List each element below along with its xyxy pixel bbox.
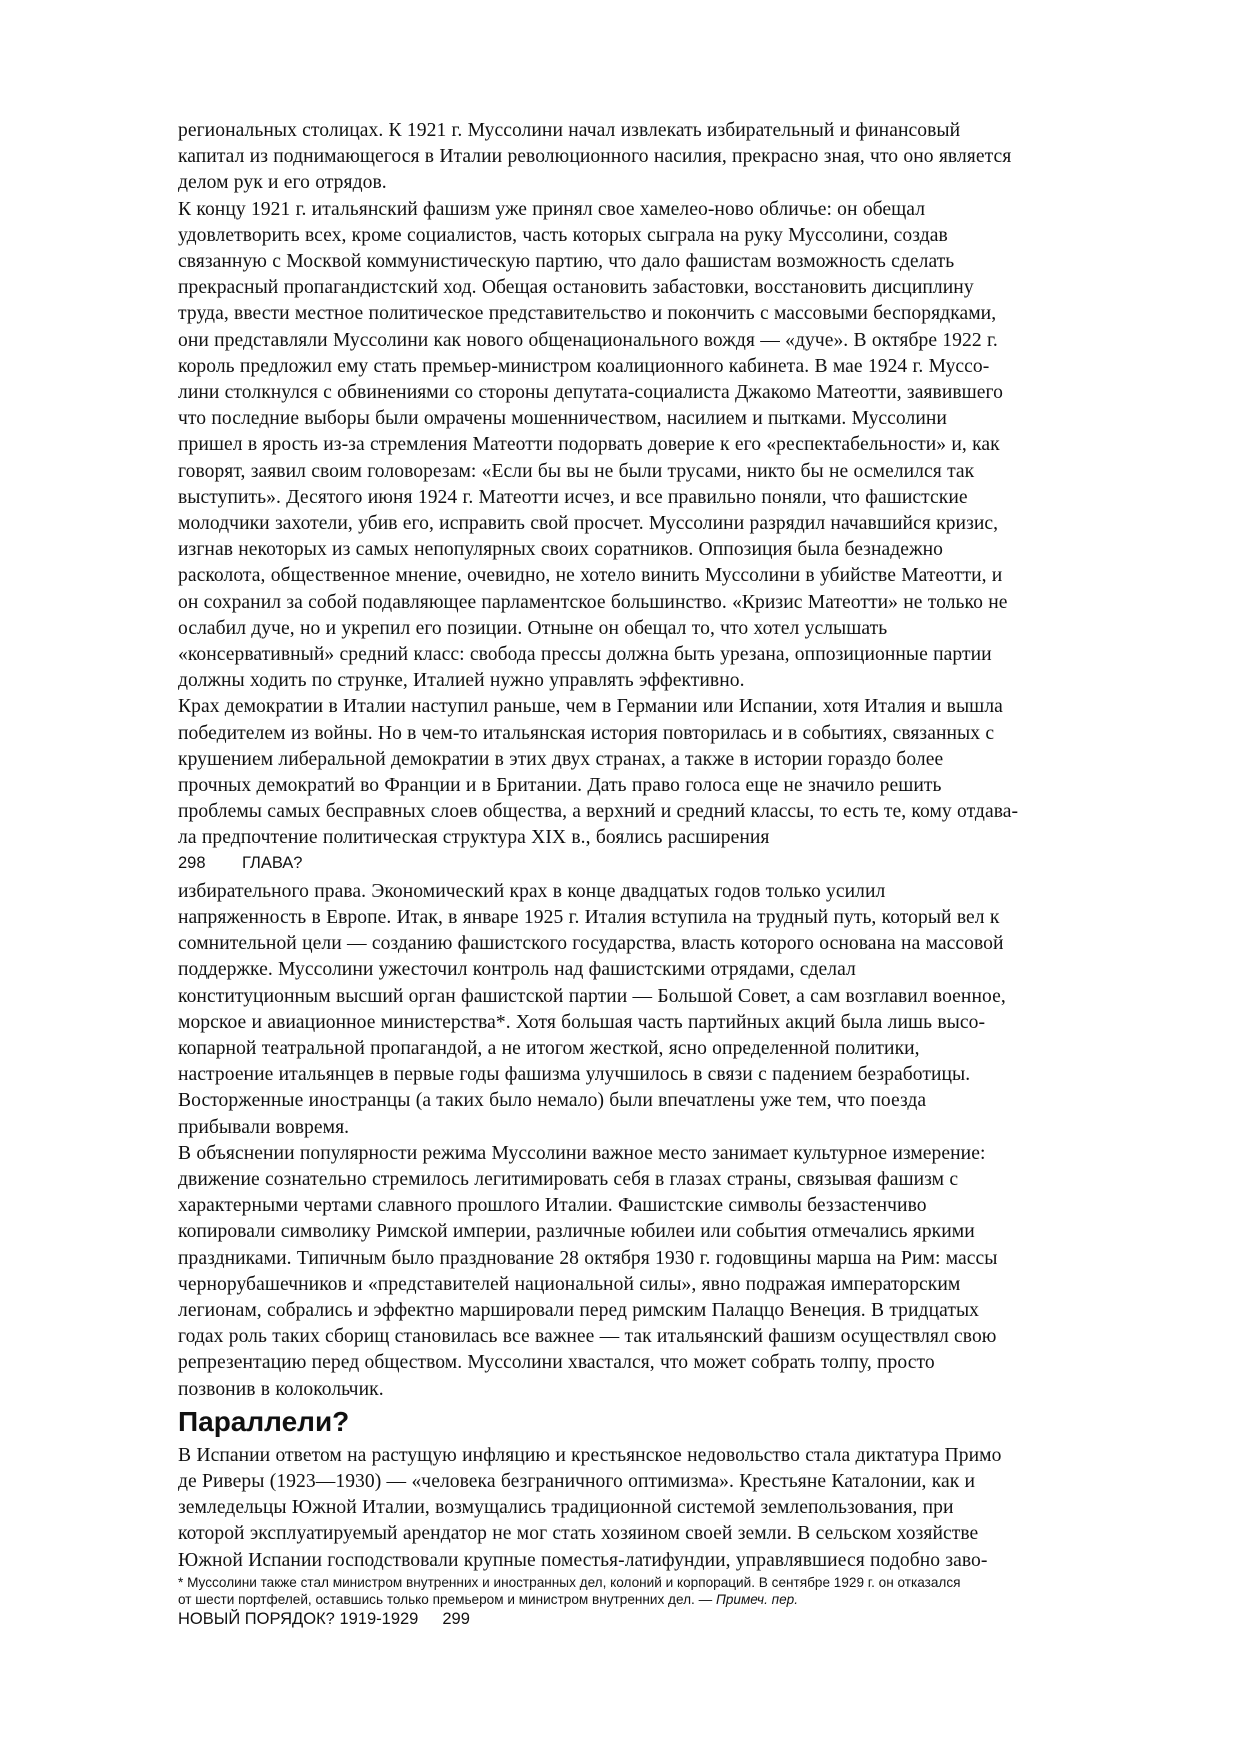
paragraph: В объяснении популярности режима Муссолини важное место занимает культурное измерение: движение сознательно стремилось легитимировать себя в глазах страны, связывая фашизм с характерными чертами славного прошлого Италии. Фашистские символы беззастенчиво копировали символику Римской империи, различные юбилеи или события отмечались яркими праздниками. Типичным было празднование 28 октября 1930 г. годовщины марша на Рим: массы чернорубашечников и «представителей национальной силы», явно подражая императорским легионам, собрались и эффектно маршировали перед римским Палаццо Венеция. В тридцатых годах роль таких сборищ становилась все важнее — так итальянский фашизм осуществлял свою репрезентацию перед обществом. Муссолини хвастался, что может собрать толпу, просто позвонив в колокольчик.	[178, 1142, 998, 1400]
chapter-label: ГЛАВА?	[242, 853, 303, 872]
paragraph: региональных столицах. К 1921 г. Муссолини начал извлекать избирательный и финансовый капитал из поднимающегося в Италии революционного насилия, прекрасно зная, что оно является делом рук и его отрядов.	[178, 120, 1012, 194]
paragraph: Крах демократии в Италии наступил раньше, чем в Германии или Испании, хотя Италия и вышла победителем из войны. Но в чем-то итальянская история повторилась и в событиях, связанных с крушением либеральной демократии в этих двух странах, а также в истории гораздо более прочных демократий во Франции и в Британии. Дать право голоса еще не значило решить проблемы самых бесправных слоев общества, а верхний и средний классы, то есть те, кому отдава- ла предпочтение политическая структура XIX в., боялись расширения	[178, 696, 1019, 849]
page-number: 298	[178, 853, 206, 872]
section-heading: Параллели?	[178, 1405, 350, 1437]
footnote: * Муссолини также стал министром внутренних и иностранных дел, колоний и корпораций. В сентябре 1929 г. он отказался от шести портфелей, оставшись только премьером и министром внутренних дел. — Примеч. пер.	[178, 1574, 961, 1607]
page-content	[178, 118, 1145, 1629]
paragraph: избирательного права. Экономический крах в конце двадцатых годов только усилил напряженность в Европе. Итак, в январе 1925 г. Италия вступила на трудный путь, который вел к сомнительной цели — созданию фашистского государства, власть которого основана на массовой поддержке. Муссолини ужесточил контроль над фашистскими отрядами, сделал конституционным высший орган фашистской партии — Большой Совет, а сам возглавил военное, морское и авиационное министерства*. Хотя большая часть партийных акций была лишь высо- копарной театральной пропагандой, а не итогом жесткой, ясно определенной политики, настроение итальянцев в первые годы фашизма улучшилось в связи с падением безработицы. Восторженные иностранцы (а таких было немало) были впечатлены уже тем, что поезда прибывали вовремя.	[178, 880, 1006, 1138]
paragraph: В Испании ответом на растущую инфляцию и крестьянское недовольство стала диктатура Примо де Риверы (1923—1930) — «человека безграничного оптимизма». Крестьяне Каталонии, как и земледельцы Южной Италии, возмущались традиционной системой землепользования, при которой эксплуатируемый арендатор не мог стать хозяином своей земли. В сельском хозяйстве Южной Испании господствовали крупные поместья-латифундии, управлявшиеся подобно заво-	[178, 1444, 1002, 1571]
running-head	[178, 853, 1145, 873]
page-number: 299	[442, 1609, 470, 1628]
paragraph: К концу 1921 г. итальянский фашизм уже принял свое хамелео-ново обличье: он обещал удовлетворить всех, кроме социалистов, часть которых сыграла на руку Муссолини, создав связанную с Москвой коммунистическую партию, что дало фашистам возможность сделать прекрасный пропагандистский ход. Обещая остановить забастовки, восстановить дисциплину труда, ввести местное политическое представительство и покончить с массовыми беспорядками, они представляли Муссолини как нового общенационального вождя — «дуче». В октябре 1922 г. король предложил ему стать премьер-министром коалиционного кабинета. В мае 1924 г. Муссо- лини столкнулся с обвинениями со стороны депутата-социалиста Джакомо Матеотти, заявившего что последние выборы были омрачены мошенничеством, насилием и пытками. Муссолини пришел в ярость из-за стремления Матеотти подорвать доверие к его «респектабельности» и, как говорят, заявил своим головорезам: «Если бы вы не были трусами, никто бы не осмелился так выступить». Десятого июня 1924 г. Матеотти исчез, и все правильно поняли, что фашистские молодчики захотели, убив его, исправить свой просчет. Муссолини разрядил начавшийся кризис, изгнав некоторых из самых непопулярных своих соратников. Оппозиция была безнадежно расколота, общественное мнение, очевидно, не хотело винить Муссолини в убийстве Матеотти, и он сохранил за собой подавляющее парламентское большинство. «Кризис Матеотти» не только не ослабил дуче, но и укрепил его позиции. Отныне он обещал то, что хотел услышать «консервативный» средний класс: свобода прессы должна быть урезана, оппозиционные партии должны ходить по струнке, Италией нужно управлять эффективно.	[178, 198, 1008, 692]
running-foot	[178, 1609, 1145, 1629]
book-section-title: НОВЫЙ ПОРЯДОК? 1919-1929	[178, 1609, 419, 1628]
translator-note: Примеч. пер.	[715, 1591, 799, 1607]
